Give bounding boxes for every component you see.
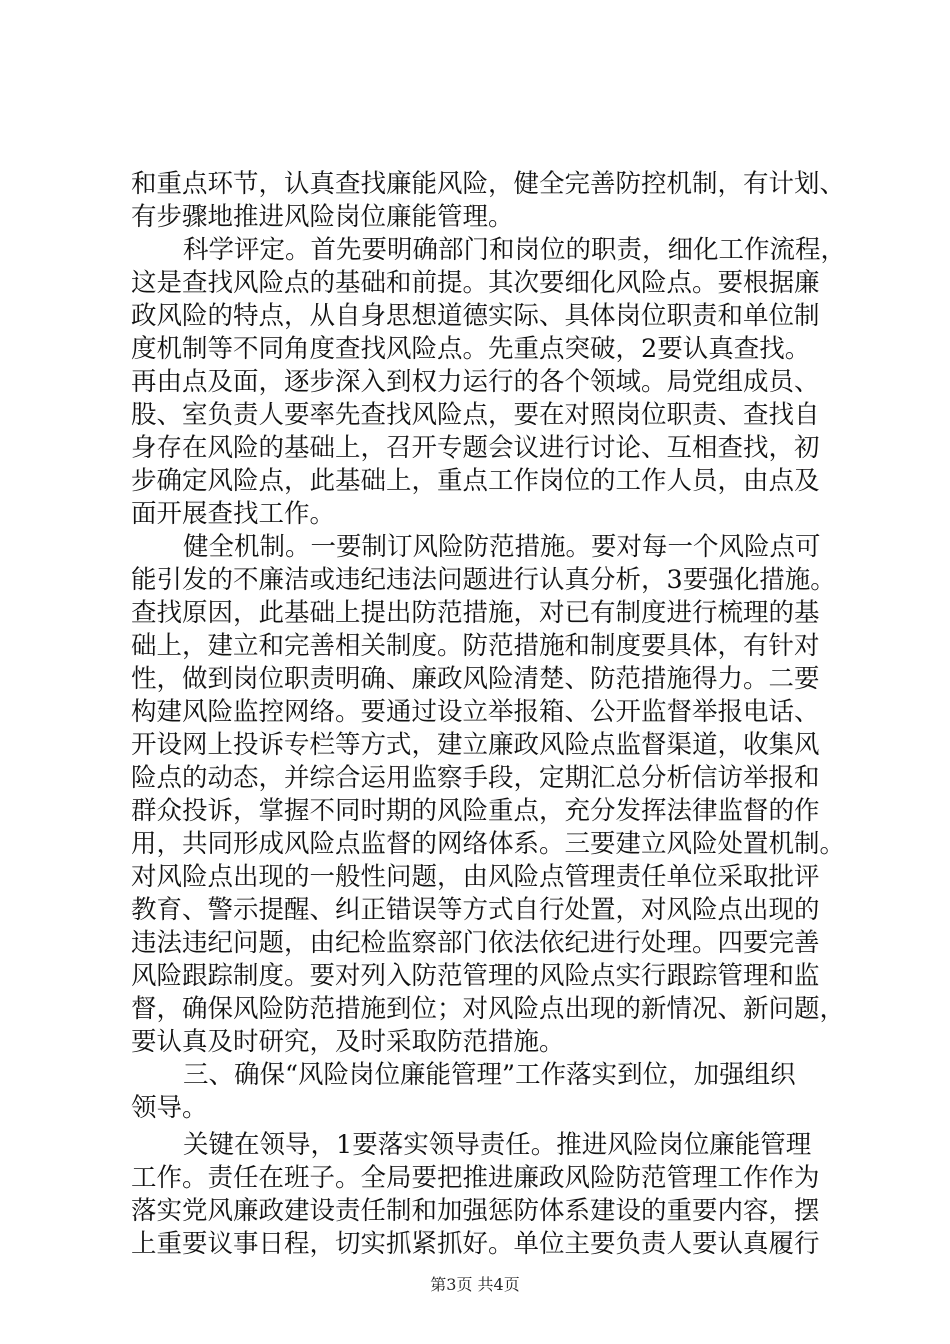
text-line: 有步骤地推进风险岗位廉能管理。 (131, 202, 514, 232)
paragraph-start-line: 健全机制。一要制订风险防范措施。要对每一个风险点可 (183, 532, 821, 562)
text-line: 能引发的不廉洁或违纪违法问题进行认真分析，3要强化措施。 (131, 565, 836, 595)
paragraph-start-line: 关键在领导，1要落实领导责任。推进风险岗位廉能管理 (183, 1130, 812, 1160)
text-line: 查找原因，此基础上提出防范措施，对已有制度进行梳理的基 (131, 598, 820, 628)
text-line: 要认真及时研究，及时采取防范措施。 (131, 1027, 565, 1057)
section-heading-line: 三、确保“风险岗位廉能管理”工作落实到位，加强组织 (183, 1060, 796, 1090)
text-line: 础上，建立和完善相关制度。防范措施和制度要具体，有针对 (131, 631, 820, 661)
text-line: 面开展查找工作。 (131, 499, 336, 529)
text-line: 用，共同形成风险点监督的网络体系。三要建立风险处置机制。 (131, 829, 846, 859)
document-body (131, 168, 847, 1261)
paragraph-start-line: 科学评定。首先要明确部门和岗位的职责，细化工作流程， (183, 235, 847, 265)
text-line: 险点的动态，并综合运用监察手段，定期汇总分析信访举报和 (131, 763, 820, 793)
text-line: 政风险的特点，从自身思想道德实际、具体岗位职责和单位制 (131, 301, 820, 331)
text-line: 违法违纪问题，由纪检监察部门依法依纪进行处理。四要完善 (131, 928, 820, 958)
text-line: 督，确保风险防范措施到位；对风险点出现的新情况、新问题， (131, 994, 846, 1024)
page-footer (0, 1274, 950, 1296)
text-line: 股、室负责人要率先查找风险点，要在对照岗位职责、查找自 (131, 400, 820, 430)
text-line: 风险跟踪制度。要对列入防范管理的风险点实行跟踪管理和监 (131, 961, 820, 991)
text-line: 教育、警示提醒、纠正错误等方式自行处置，对风险点出现的 (131, 895, 820, 925)
text-line: 再由点及面，逐步深入到权力运行的各个领域。局党组成员、 (131, 367, 820, 397)
text-line: 步确定风险点，此基础上，重点工作岗位的工作人员，由点及 (131, 466, 820, 496)
text-line: 度机制等不同角度查找风险点。先重点突破，2要认真查找。 (131, 334, 811, 364)
text-line: 性，做到岗位职责明确、廉政风险清楚、防范措施得力。二要 (131, 664, 820, 694)
text-line: 落实党风廉政建设责任制和加强惩防体系建设的重要内容，摆 (131, 1196, 820, 1226)
text-line: 上重要议事日程，切实抓紧抓好。单位主要负责人要认真履行 (131, 1229, 820, 1259)
section-heading-line: 领导。 (131, 1093, 208, 1123)
page-number: 第3页 共4页 (430, 1275, 520, 1294)
text-line: 和重点环节，认真查找廉能风险，健全完善防控机制，有计划、 (131, 169, 846, 199)
text-line: 构建风险监控网络。要通过设立举报箱、公开监督举报电话、 (131, 697, 820, 727)
text-line: 这是查找风险点的基础和前提。其次要细化风险点。要根据廉 (131, 268, 820, 298)
text-line: 工作。责任在班子。全局要把推进廉政风险防范管理工作作为 (131, 1163, 820, 1193)
text-line: 开设网上投诉专栏等方式，建立廉政风险点监督渠道，收集风 (131, 730, 820, 760)
text-line: 对风险点出现的一般性问题，由风险点管理责任单位采取批评 (131, 862, 820, 892)
text-line: 身存在风险的基础上，召开专题会议进行讨论、互相查找，初 (131, 433, 820, 463)
text-line: 群众投诉，掌握不同时期的风险重点，充分发挥法律监督的作 (131, 796, 820, 826)
